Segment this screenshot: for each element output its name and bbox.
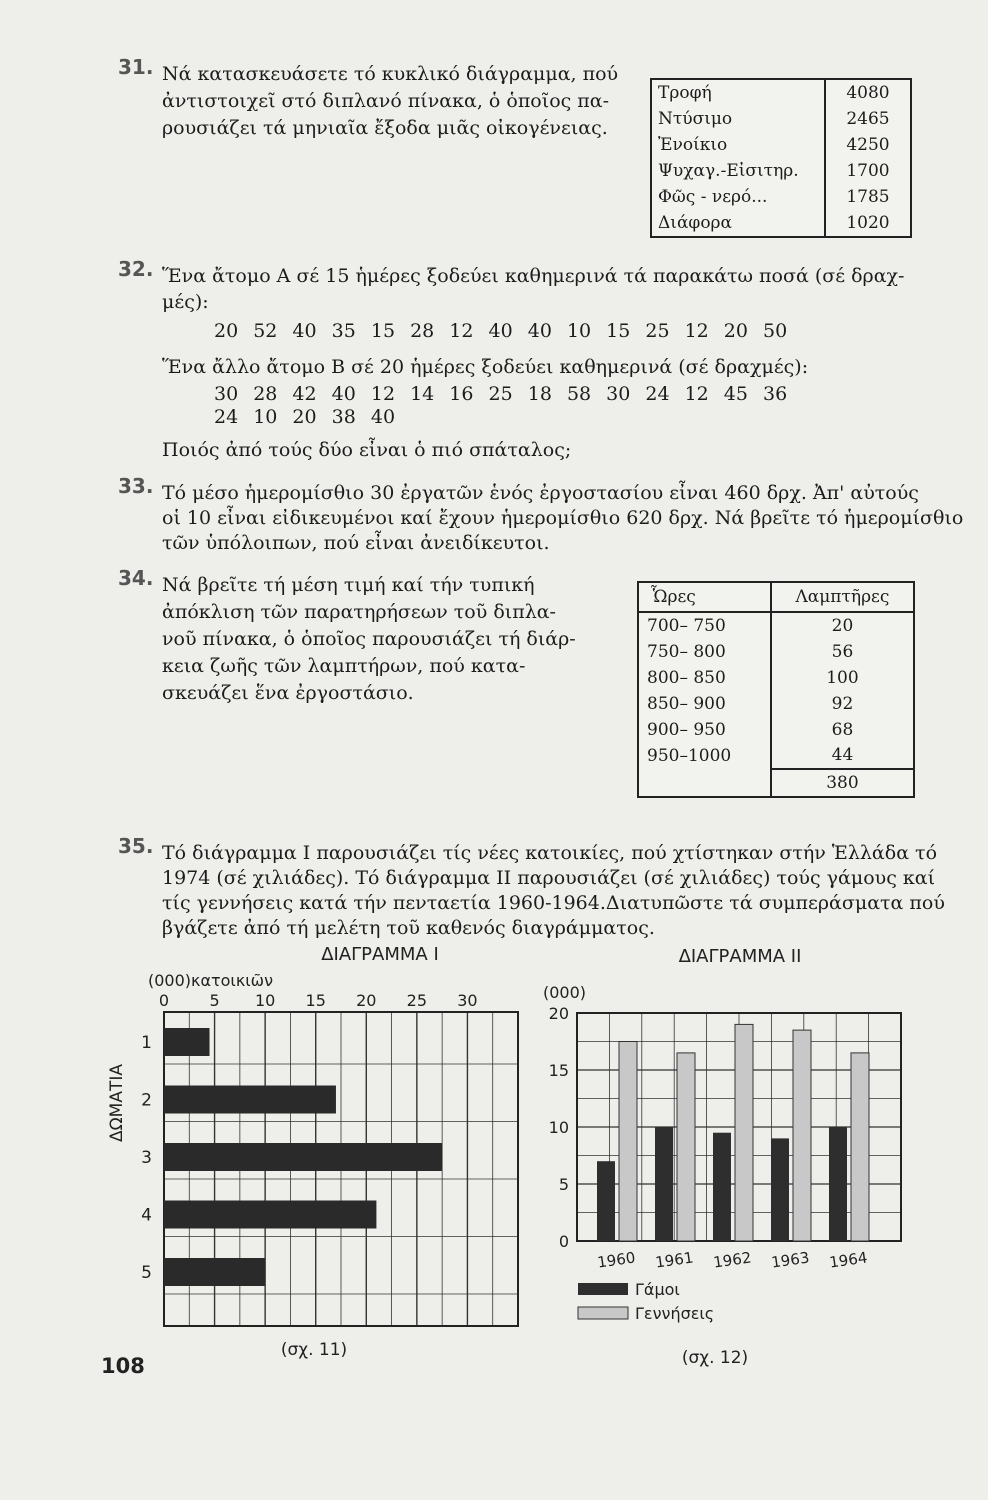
diagram-ii-bar-births <box>735 1024 753 1241</box>
diagram-i-xtick: 25 <box>406 991 428 1010</box>
lamps-table <box>637 581 915 798</box>
lamps-row <box>638 743 914 769</box>
diagram-ii-bar-marriages <box>597 1161 615 1241</box>
expense-label: Ντύσιμο <box>658 109 733 129</box>
problem-32-question: Ποιός ἀπό τούς δύο εἶναι ὁ πιό σπάταλος; <box>162 439 572 461</box>
diagram-i-bar <box>164 1201 376 1229</box>
lamps-row <box>638 639 914 665</box>
expense-label: Τροφή <box>658 83 712 103</box>
expense-label: Ψυχαγ.-Εἰσιτηρ. <box>658 161 799 181</box>
diagram-ii-category: 1964 <box>828 1248 869 1272</box>
legend-marriages-label: Γάμοι <box>635 1280 680 1299</box>
diagram-ii-bar-births <box>851 1053 869 1241</box>
lamps-total: 380 <box>771 769 914 797</box>
diagram-ii-title: ΔΙΑΓΡΑΜΜΑ II <box>678 946 802 967</box>
diagram-ii-caption: (σχ. 12) <box>681 1348 749 1368</box>
expenses-row <box>651 106 911 132</box>
lamp-hours: 700– 750 <box>638 612 771 639</box>
diagram-ii-ytick: 20 <box>548 1004 569 1023</box>
diagram-i-category: 2 <box>141 1090 152 1111</box>
diagram-ii-ytick: 0 <box>558 1232 569 1251</box>
legend-births-label: Γεννήσεις <box>635 1304 715 1323</box>
lamp-hours: 800– 850 <box>638 665 771 691</box>
person-b-values-1: 30 28 42 40 12 14 16 25 18 58 30 24 12 45 36 <box>214 383 788 405</box>
lamp-count: 68 <box>831 719 854 740</box>
problem-33-line-2: οἱ 10 εἶναι εἰδικευμένοι καί ἔχουν ἡμερομίσθιο 620 δρχ. Νά βρεῖτε τό ἡμερομίσθιο <box>162 507 964 529</box>
problem-32-number: 32. <box>118 257 154 281</box>
lamp-count: 92 <box>831 693 854 714</box>
diagram-ii-category: 1963 <box>770 1248 811 1272</box>
problem-34-line-2: ἀπόκλιση τῶν παρατηρήσεων τοῦ διπλα- <box>162 601 556 623</box>
expense-value: 1785 <box>825 184 911 210</box>
problem-32-intro-2: μές): <box>162 291 209 313</box>
diagram-ii-bar-marriages <box>829 1127 847 1241</box>
problem-31-number: 31. <box>118 55 154 79</box>
lamps-row <box>638 691 914 717</box>
hours-header: Ὧρες <box>638 582 771 612</box>
expense-label: Ἐνοίκιο <box>658 135 728 155</box>
expenses-row <box>651 210 911 237</box>
diagram-ii-bar-marriages <box>655 1127 673 1241</box>
diagram-ii-bar-births <box>677 1053 695 1241</box>
problem-35-line-4: βγάζετε ἀπό τή μελέτη τοῦ καθενός διαγράμματος. <box>162 917 655 939</box>
problem-31-line-3: ρουσιάζει τά μηνιαῖα ἔξοδα μιᾶς οἰκογένειας. <box>162 117 608 139</box>
diagram-i-category: 4 <box>141 1205 152 1226</box>
diagram-i-xtick: 0 <box>158 991 170 1010</box>
problem-34-line-3: νοῦ πίνακα, ὁ ὁποῖος παρουσιάζει τή διάρ- <box>162 628 576 650</box>
problem-35-line-3: τίς γεννήσεις κατά τήν πενταετία 1960-1964.Διατυπῶστε τά συμπεράσματα πού <box>162 892 945 914</box>
diagram-i-xtick: 10 <box>254 991 276 1010</box>
person-b-values-2: 24 10 20 38 40 <box>214 406 396 428</box>
diagram-i-xtick: 5 <box>209 991 220 1010</box>
lamp-hours: 850– 900 <box>638 691 771 717</box>
legend-births-swatch <box>578 1307 628 1319</box>
diagram-ii-category: 1962 <box>712 1248 753 1272</box>
expenses-row <box>651 132 911 158</box>
diagram-ii-ytick: 5 <box>558 1175 569 1194</box>
lamp-count: 20 <box>831 615 854 636</box>
lamp-count: 56 <box>831 641 854 662</box>
expense-value: 1020 <box>825 210 911 237</box>
diagram-ii-category: 1960 <box>596 1248 637 1272</box>
lamp-hours: 900– 950 <box>638 717 771 743</box>
lamps-row <box>638 717 914 743</box>
problem-34-line-1: Νά βρεῖτε τή μέση τιμή καί τήν τυπική <box>162 574 535 596</box>
problem-34-number: 34. <box>118 566 154 590</box>
lamp-hours: 950–1000 <box>638 743 771 769</box>
lamp-count: 100 <box>826 667 859 688</box>
expenses-table <box>650 78 912 238</box>
diagram-ii-ytick: 15 <box>548 1061 569 1080</box>
problem-32-intro-1: Ἕνα ἄτομο Α σέ 15 ἡμέρες ξοδεύει καθημερινά τά παρακάτω ποσά (σέ δραχ- <box>162 265 905 287</box>
diagram-i-category: 1 <box>141 1033 152 1053</box>
lamp-hours: 750– 800 <box>638 639 771 665</box>
diagram-ii-bar-births <box>793 1030 811 1241</box>
problem-32-b-intro: Ἕνα ἄλλο ἄτομο Β σέ 20 ἡμέρες ξοδεύει καθημερινά (σέ δραχμές): <box>162 356 809 378</box>
expenses-row <box>651 184 911 210</box>
problem-33-line-3: τῶν ὑπόλοιπων, πού εἶναι ἀνειδίκευτοι. <box>162 532 550 554</box>
charts-figure <box>100 938 920 1378</box>
diagram-ii <box>543 946 901 1368</box>
lamps-header: Λαμπτῆρες <box>795 587 890 607</box>
diagram-i-bar <box>164 1258 265 1286</box>
legend-marriages-swatch <box>578 1283 628 1295</box>
diagram-ii-bar-marriages <box>771 1138 789 1241</box>
diagram-i-category: 3 <box>141 1148 152 1168</box>
problem-35-line-1: Τό διάγραμμα I παρουσιάζει τίς νέες κατοικίες, πού χτίστηκαν στήν Ἑλλάδα τό <box>162 842 938 864</box>
diagram-i <box>107 944 518 1360</box>
diagram-i-xtick: 15 <box>305 991 326 1010</box>
problem-35-number: 35. <box>118 834 154 858</box>
diagram-i-xtick: 30 <box>457 991 478 1010</box>
expense-value: 4250 <box>825 132 911 158</box>
diagram-i-caption: (σχ. 11) <box>280 1340 348 1360</box>
lamps-row <box>638 665 914 691</box>
expense-value: 4080 <box>825 79 911 106</box>
diagram-i-xtick: 20 <box>356 991 377 1010</box>
diagram-i-bar <box>164 1086 336 1114</box>
lamps-row <box>638 612 914 639</box>
diagram-ii-ytick: 10 <box>548 1118 569 1137</box>
expense-value: 2465 <box>825 106 911 132</box>
expense-label: Διάφορα <box>658 213 733 233</box>
diagram-i-xlabel: (000)κατοικιῶν <box>148 971 274 990</box>
problem-34-line-5: σκευάζει ἕνα ἐργοστάσιο. <box>162 682 414 704</box>
problem-34-line-4: κεια ζωῆς τῶν λαμπτήρων, πού κατα- <box>162 655 526 677</box>
diagram-i-bar <box>164 1028 210 1056</box>
diagram-ii-ylabel: (000) <box>543 983 587 1002</box>
problem-31-line-1: Νά κατασκευάσετε τό κυκλικό διάγραμμα, πού <box>162 63 619 85</box>
diagram-i-category: 5 <box>141 1263 152 1283</box>
expense-value: 1700 <box>825 158 911 184</box>
diagram-i-title: ΔΙΑΓΡΑΜΜΑ I <box>321 944 439 965</box>
diagram-i-bar <box>164 1143 442 1171</box>
expenses-row <box>651 79 911 106</box>
lamp-count: 44 <box>831 745 854 765</box>
diagram-ii-bar-marriages <box>713 1133 731 1241</box>
problem-33-line-1: Τό μέσο ἡμερομίσθιο 30 ἐργατῶν ἑνός ἐργοστασίου εἶναι 460 δρχ. Ἀπ' αὐτούς <box>162 482 919 504</box>
diagram-ii-category: 1961 <box>654 1248 695 1272</box>
person-a-values: 20 52 40 35 15 28 12 40 40 10 15 25 12 20 50 <box>214 320 788 342</box>
problem-31-line-2: ἀντιστοιχεῖ στό διπλανό πίνακα, ὁ ὁποῖος πα- <box>162 90 610 112</box>
expenses-row <box>651 158 911 184</box>
diagram-i-ylabel: ΔΩΜΑΤΙΑ <box>107 1064 127 1142</box>
page-number: 108 <box>101 1354 145 1378</box>
diagram-ii-bar-births <box>619 1042 637 1242</box>
problem-35-line-2: 1974 (σέ χιλιάδες). Τό διάγραμμα II παρουσιάζει (σέ χιλιάδες) τούς γάμους καί <box>162 867 936 889</box>
expense-label: Φῶς - νερό... <box>658 187 768 207</box>
problem-33-number: 33. <box>118 474 154 498</box>
